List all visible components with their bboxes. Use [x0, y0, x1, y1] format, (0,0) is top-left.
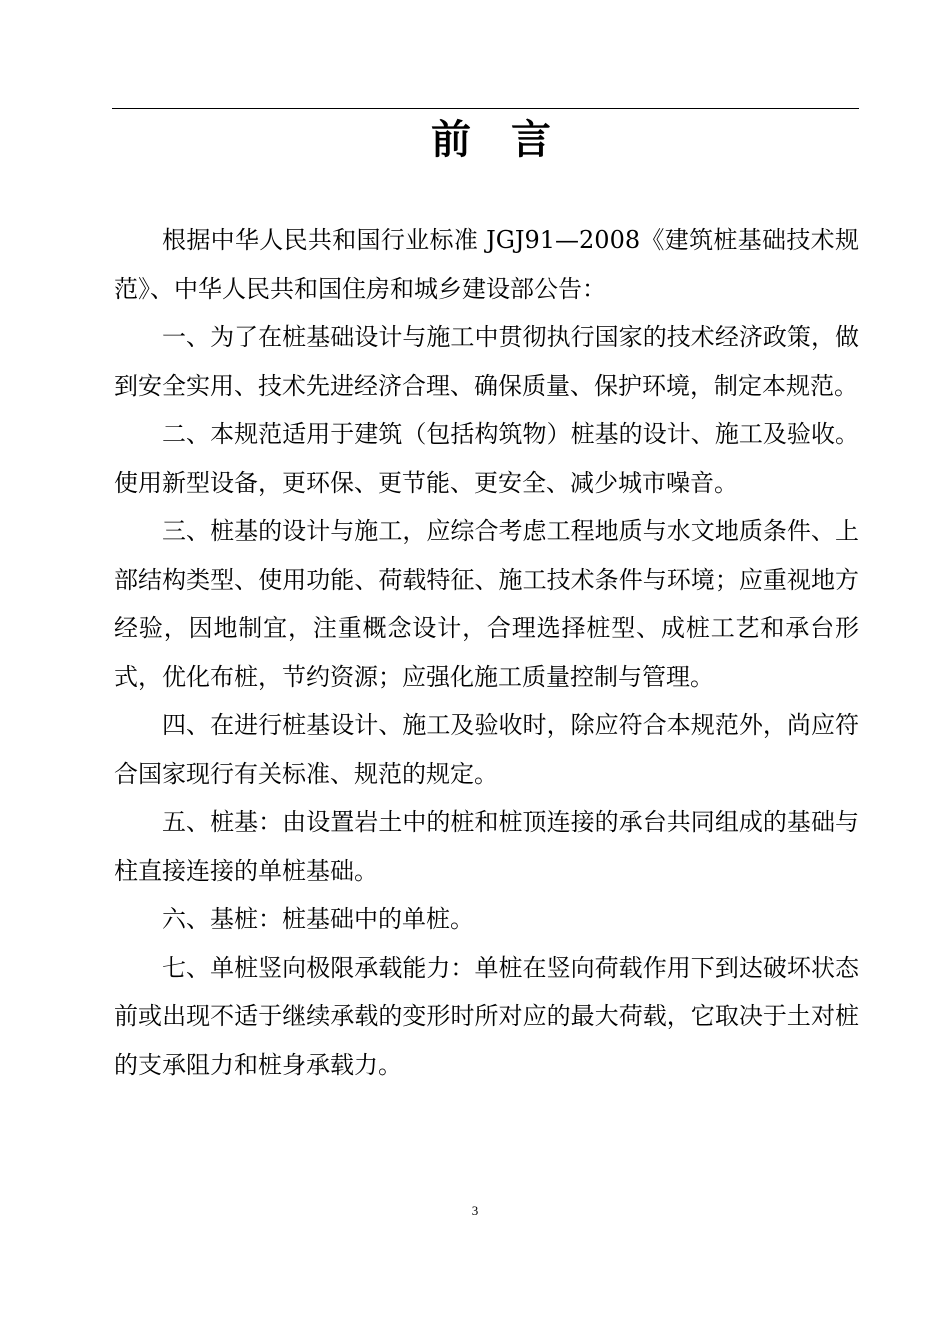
page-title: 前言	[431, 117, 591, 163]
paragraph-4: 四、在进行桩基设计、施工及验收时，除应符合本规范外，尚应符合国家现行有关标准、规范的规定。	[114, 711, 859, 788]
paragraph-1: 一、为了在桩基础设计与施工中贯彻执行国家的技术经济政策，做到安全实用、技术先进经济合理、确保质量、保护环境，制定本规范。	[114, 323, 859, 400]
paragraph-3: 三、桩基的设计与施工，应综合考虑工程地质与水文地质条件、上部结构类型、使用功能、荷载特征、施工技术条件与环境；应重视地方经验，因地制宜，注重概念设计，合理选择桩型、成桩工艺和承台形式，优化布桩，节约资源；应强化施工质量控制与管理。	[114, 517, 859, 691]
paragraph-7: 七、单桩竖向极限承载能力：单桩在竖向荷载作用下到达破坏状态前或出现不适于继续承载的变形时所对应的最大荷载，它取决于土对桩的支承阻力和桩身承载力。	[114, 953, 859, 1079]
paragraph-6: 六、基桩：桩基础中的单桩。	[162, 905, 474, 933]
paragraph-2: 二、本规范适用于建筑（包括构筑物）桩基的设计、施工及验收。使用新型设备，更环保、更节能、更安全、减少城市噪音。	[114, 420, 859, 497]
paragraph-5: 五、桩基：由设置岩土中的桩和桩顶连接的承台共同组成的基础与柱直接连接的单桩基础。	[114, 808, 859, 885]
paragraph-intro: 根据中华人民共和国行业标准 JGJ91—2008《建筑桩基础技术规范》、中华人民共和国住房和城乡建设部公告：	[114, 226, 859, 303]
page-number: 3	[471, 1203, 479, 1218]
header-rule	[112, 108, 859, 109]
document-body	[114, 216, 859, 1089]
